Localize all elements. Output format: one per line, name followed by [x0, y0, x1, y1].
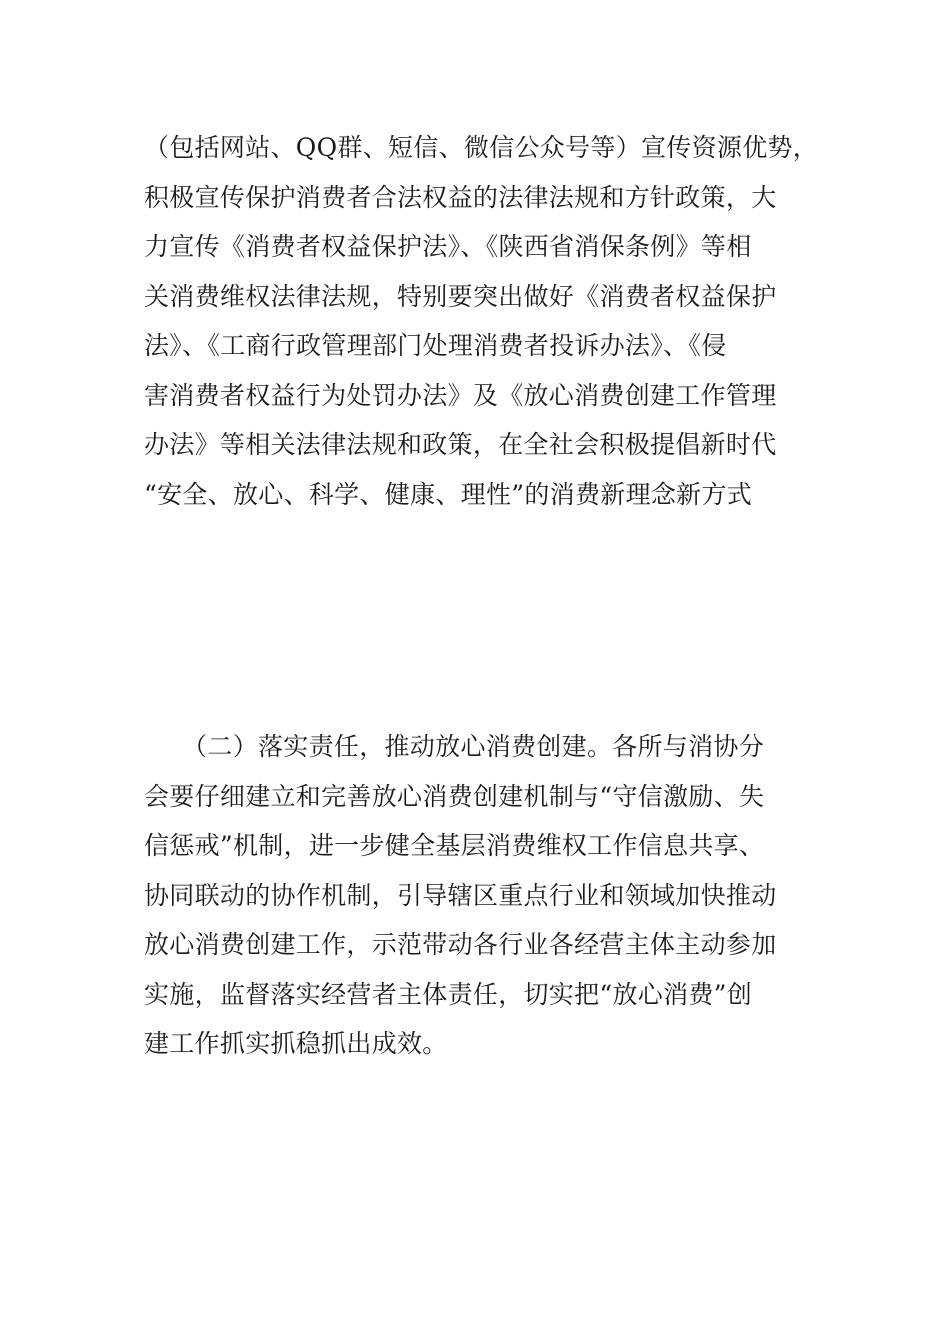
- text-line: 信惩戒”机制，进一步健全基层消费维权工作信息共享、: [144, 831, 765, 860]
- text-line: 害消费者权益行为处罚办法》及《放心消费创建工作管理: [144, 380, 777, 410]
- text-line: 会要仔细建立和完善放心消费创建机制与“守信激励、失: [144, 781, 765, 811]
- text-line: 关消费维权法律法规，特别要突出做好《消费者权益保护: [144, 281, 777, 311]
- paragraph-publicity: [144, 123, 819, 519]
- text-line: 办法》等相关法律法规和政策，在全社会积极提倡新时代: [144, 430, 777, 459]
- paragraph-responsibility: [144, 722, 814, 1069]
- text-line: （包括网站、QQ群、短信、微信公众号等）宣传资源优势，: [144, 133, 819, 162]
- text-line: 建工作抓实抓稳抓出成效。: [144, 1029, 448, 1058]
- text-line: 法》、《工商行政管理部门处理消费者投诉办法》、《侵: [144, 331, 727, 360]
- text-line: 力宣传《消费者权益保护法》、《陕西省消保条例》等相: [144, 232, 752, 261]
- text-line: 放心消费创建工作，示范带动各行业各经营主体主动参加: [144, 930, 777, 959]
- text-line: 协同联动的协作机制，引导辖区重点行业和领域加快推动: [144, 880, 777, 910]
- text-line: （二）落实责任，推动放心消费创建。各所与消协分: [144, 732, 765, 761]
- text-line: 积极宣传保护消费者合法权益的法律法规和方针政策，大: [144, 182, 777, 212]
- text-line: 实施，监督落实经营者主体责任，切实把“放心消费”创: [144, 979, 753, 1009]
- text-line: “安全、放心、科学、健康、理性”的消费新理念新方式: [144, 479, 753, 509]
